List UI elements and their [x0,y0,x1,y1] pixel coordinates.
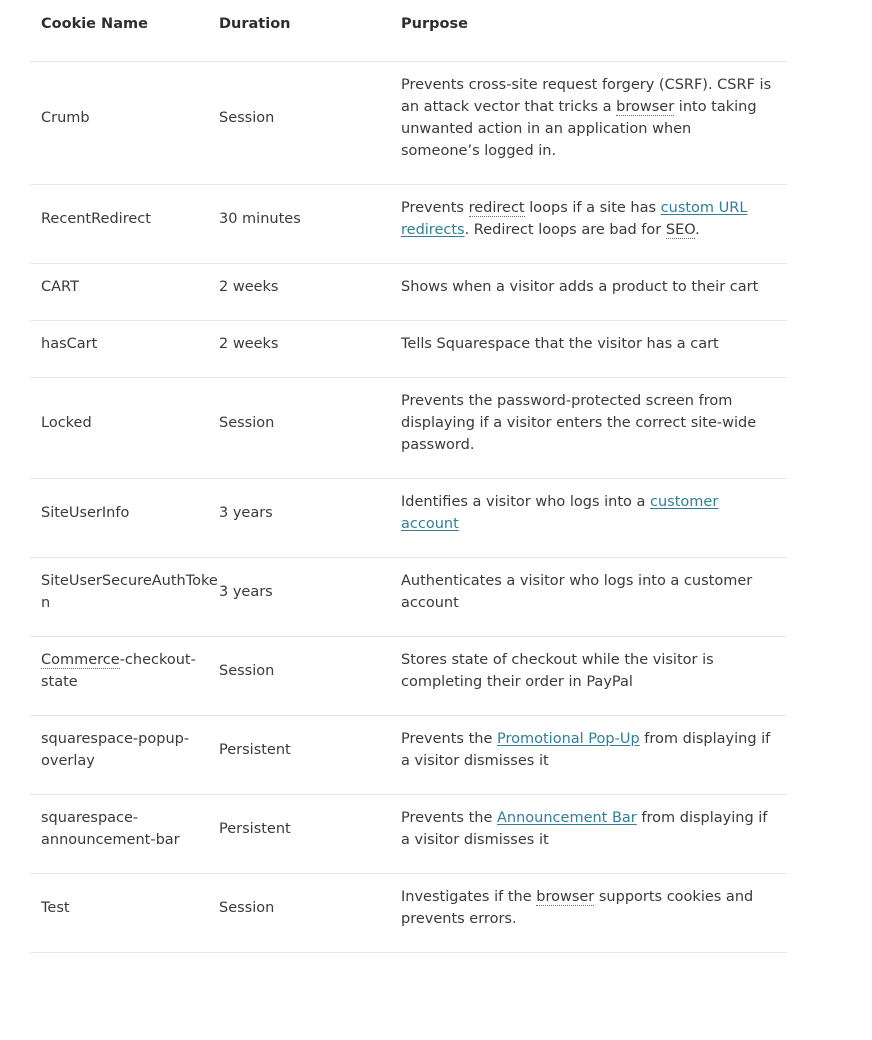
glossary-term-seo[interactable]: SEO [665,221,696,238]
cookie-name: RecentRedirect [30,184,219,263]
cookie-duration: Session [219,377,401,478]
purpose-text: Shows when a visitor adds a product to their cart [401,278,759,295]
table-row [30,715,787,794]
glossary-term-commerce[interactable]: Commerce [41,651,120,668]
table-row [30,794,787,873]
promotional-popup-link[interactable]: Promotional Pop-Up [497,730,640,747]
table-row [30,320,787,377]
purpose-text: Authenticates a visitor who logs into a customer account [401,572,753,611]
cookie-purpose [401,320,787,377]
purpose-text: . Redirect loops are bad for [464,221,666,238]
cookie-duration: 3 years [219,478,401,557]
purpose-text: Investigates if the [401,888,537,905]
cookie-purpose [401,263,787,320]
cookie-duration: Persistent [219,794,401,873]
table-row [30,61,787,184]
cookie-purpose [401,636,787,715]
purpose-text: Tells Squarespace that the visitor has a cart [401,335,719,352]
purpose-text: loops if a site has [524,199,661,216]
cookie-name: SiteUserInfo [30,478,219,557]
purpose-text: Prevents the [401,809,497,826]
purpose-text: Identifies a visitor who logs into a [401,493,651,510]
cookie-name: SiteUserSecureAuthToken [30,557,219,636]
cookie-duration: 2 weeks [219,320,401,377]
cookie-name-rest: -checkout-state [41,651,196,690]
header-cookie-name: Cookie Name [30,0,219,61]
cookie-duration: Session [219,873,401,952]
table-row [30,478,787,557]
cookie-name: Locked [30,377,219,478]
purpose-text: Prevents the password-protected screen from displaying if a visitor enters the correct site-wide password. [401,392,757,453]
cookie-duration: 30 minutes [219,184,401,263]
cookie-name: Crumb [30,61,219,184]
glossary-term-redirect[interactable]: redirect [468,199,525,216]
cookie-purpose [401,377,787,478]
cookie-duration: Session [219,61,401,184]
cookie-name [30,636,219,715]
purpose-text: supports cookies and prevents errors. [401,888,754,927]
custom-url-redirects-link[interactable]: custom URL redirects [401,199,748,238]
cookie-purpose [401,557,787,636]
purpose-text: Stores state of checkout while the visitor is completing their order in PayPal [401,651,714,690]
purpose-text: . [695,221,700,238]
cookie-name: Test [30,873,219,952]
table-row [30,263,787,320]
cookie-table [30,0,787,953]
header-purpose: Purpose [401,0,787,61]
purpose-text: into taking unwanted action in an application when someone’s logged in. [401,98,757,159]
cookie-name: CART [30,263,219,320]
announcement-bar-link[interactable]: Announcement Bar [497,809,637,826]
table-header-row [30,0,787,61]
purpose-text: Prevents [401,199,469,216]
cookie-purpose [401,794,787,873]
table-row [30,184,787,263]
cookie-name: squarespace-announcement-bar [30,794,219,873]
table-row [30,557,787,636]
cookie-purpose [401,478,787,557]
cookie-name: hasCart [30,320,219,377]
cookie-duration: Session [219,636,401,715]
table-row [30,636,787,715]
purpose-text: Prevents the [401,730,497,747]
purpose-text: from displaying if a visitor dismisses it [401,809,768,848]
glossary-term-browser[interactable]: browser [536,888,595,905]
cookie-purpose [401,184,787,263]
table-row [30,377,787,478]
cookie-purpose [401,61,787,184]
glossary-term-browser[interactable]: browser [616,98,675,115]
purpose-text: Prevents cross-site request forgery (CSRF). CSRF is an attack vector that tricks a [401,76,772,115]
cookie-duration: Persistent [219,715,401,794]
header-duration: Duration [219,0,401,61]
customer-account-link[interactable]: customer account [401,493,719,532]
cookie-purpose [401,873,787,952]
cookie-purpose [401,715,787,794]
purpose-text: from displaying if a visitor dismisses it [401,730,771,769]
cookie-duration: 3 years [219,557,401,636]
cookie-name: squarespace-popup-overlay [30,715,219,794]
table-row [30,873,787,952]
cookie-duration: 2 weeks [219,263,401,320]
